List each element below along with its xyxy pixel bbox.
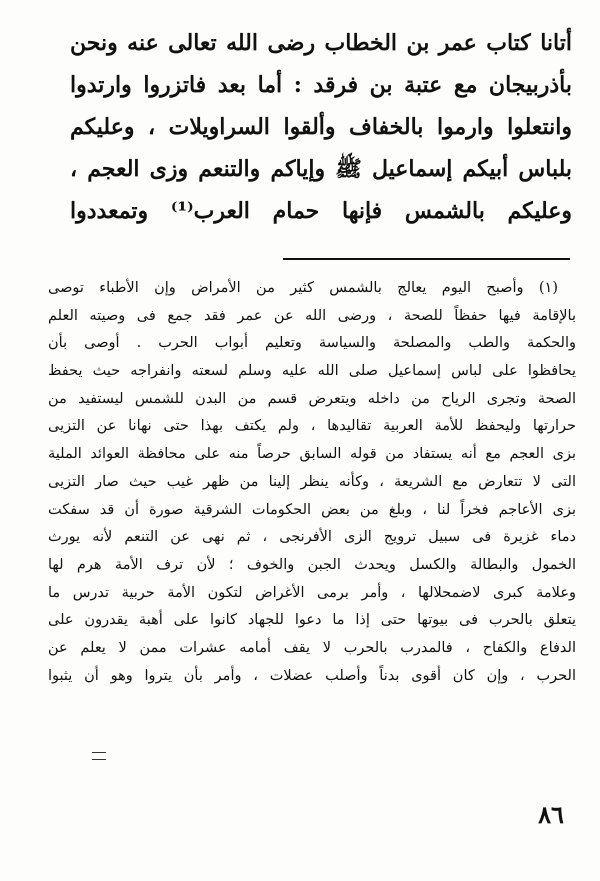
footnote-divider xyxy=(283,258,570,260)
main-text-line: أتانا كتاب عمر بن الخطاب رضى الله تعالى عنه ونحن xyxy=(70,30,572,56)
main-text-block xyxy=(70,22,572,232)
footnote-line: (١) وأصبح اليوم يعالج بالشمس كثير من الأمراض وإن الأطباء توصى xyxy=(48,280,558,296)
footnote-line: الدفاع والكفاح ، فالمدرب بالحرب لا يقف أمامه عشرات ممن لا يعلم عن xyxy=(48,639,576,656)
footnote-line: وعلامة كبرى لاضمحلالها ، وأمر برمى الأغراض لتكون الأمة حربية تدرس ما xyxy=(48,584,576,601)
continuation-mark xyxy=(92,752,106,760)
footnote-line: بزى الأعاجم فخراً لنا ، وبلغ من بعض الحكومات الشرقية صورة أن قد سفكت xyxy=(48,501,576,518)
main-text-line: وعليكم بالشمس فإنها حمام العرب⁽¹⁾ وتمعددوا xyxy=(70,198,572,224)
footnote-line: حرارتها وليحفظ للأمة العربية تقاليدها ، ولم يكتف بهذا حتى نهانا عن التزيى xyxy=(48,418,576,435)
footnote-line: الصحة وتجرى الرياح من داخله ويتعرض قسم من البدن للشمس ليستفيد من xyxy=(48,390,576,407)
footnote-line: يحافظوا على لباس إسماعيل صلى الله عليه وسلم لسعته وانفراجه حيث يحفظ xyxy=(48,363,576,380)
footnote-line: والحكمة والطب والمصلحة والسياسة وتعليم أبواب الحرب . أوصى بأن xyxy=(48,335,576,352)
footnote-line: الخمول والبطالة والكسل ويحدث الجبن والخوف ؛ لأن ترف الأمة هرم لها xyxy=(48,556,576,573)
main-text-line: بلباس أبيكم إسماعيل ﷺ وإياكم والتنعم وزى العجم ، xyxy=(70,156,572,182)
page-number: ٨٦ xyxy=(538,800,564,829)
main-text-line: وانتعلوا وارموا بالخفاف وألقوا السراويلات ، وعليكم xyxy=(70,114,572,140)
footnote-line: الحرب ، وإن كان أقوى بدناً وأصلب عضلات ، وأمر بأن يتروا وهو أن يثبوا xyxy=(48,667,576,684)
footnote-block xyxy=(48,275,576,690)
footnote-line: بالإقامة فيها حفظاً للصحة ، ورضى الله عن عمر فقد جمع فى وصيته العلم xyxy=(48,307,576,324)
footnote-line: التى لا تتعارض مع الشريعة ، وكأنه ينظر إلينا من ظهر غيب حيث صار التزيى xyxy=(48,473,576,490)
footnote-line: بزى العجم مع أنه يستفاد من قوله السابق حرصاً منه على محافظة العوائد الملية xyxy=(48,446,576,463)
footnote-line: دماء غزيرة فى سبيل ترويج الزى الأفرنجى ، ثم نهى عن التنعم لأنه يورث xyxy=(48,529,576,546)
main-text-line: بأذربيجان مع عتبة بن فرقد : أما بعد فاتزروا وارتدوا xyxy=(70,72,572,98)
footnote-line: يتعلق بالحرب فى بيوتها حتى إذا ما دعوا للجهاد كانوا على أهبة يقدرون على xyxy=(48,612,576,629)
